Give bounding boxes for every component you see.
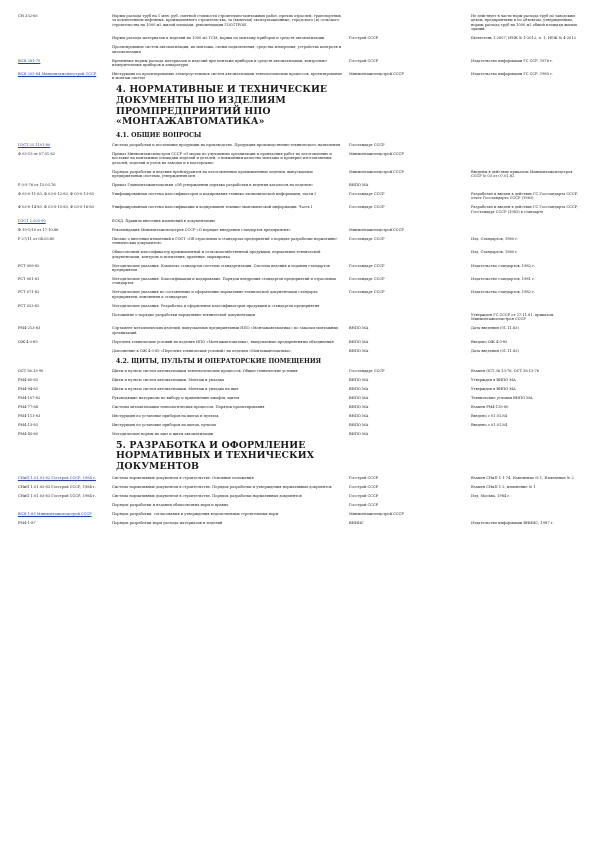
publication-source: Технические условия ВНПО МА	[471, 395, 533, 400]
document-code: РСТ 071-82	[18, 290, 40, 295]
issuing-organization: Госстандарт СССР	[349, 368, 385, 373]
publication-source: Разработан и введен в действие ГС Госстандарта СССР, Госстандарт СССР (1983) в стандарте	[471, 205, 579, 214]
document-code: Ф 03-13 от 07.01.82	[18, 151, 55, 156]
publication-source: Издательство информации ГС ССР, 1985 г.	[471, 72, 554, 77]
subsection-heading: 4.2. ЩИТЫ, ПУЛЬТЫ И ОПЕРАТОРСКИЕ ПОМЕЩЕНИЯ	[116, 357, 322, 365]
document-title: Письмо о внесении изменений в ГОСТ «Об отраслевых и стандартах предприятий о порядке разработки нормативно-технических документов»	[112, 236, 338, 246]
table-row	[18, 36, 581, 40]
table-row	[18, 170, 581, 179]
table-row	[18, 304, 581, 308]
publication-source: Дата введения (01.11.83)	[471, 326, 519, 331]
publication-source: Введены в действие приказом Минмонтажспецстроя СССР № 03 от 07.01.82	[471, 169, 573, 179]
issuing-organization: Госстрой СССР	[349, 494, 379, 499]
document-code: РСТ 001-81	[18, 277, 40, 282]
document-code	[18, 219, 112, 223]
issuing-organization: Госстандарт СССР	[349, 277, 385, 282]
document-code	[18, 59, 112, 63]
publication-source: Утвержден в ВНПО МА	[471, 377, 516, 382]
document-code-link[interactable]: ВСН 281-75	[18, 58, 41, 63]
issuing-organization: Госстандарт СССР	[349, 192, 385, 197]
issuing-organization: Минмонтажспецстрой СССР	[349, 72, 404, 77]
issuing-organization: ВНИИС	[349, 521, 364, 526]
section-heading: 4. НОРМАТИВНЫЕ И ТЕХНИЧЕСКИЕ ДОКУМЕНТЫ ПО ИЗДЕЛИЯМ ПРОМПРЕДПРИЯТИЙ НПО «МОНТАЖАВТОМАТИКА»	[116, 84, 328, 128]
table-row	[18, 521, 581, 525]
table-row	[18, 183, 581, 187]
document-title: Рекомендация Минмонтажспецстроя СССР «О порядке внедрения стандартов предприятия»	[112, 227, 291, 232]
document-title: Методические указания. Разработка и оформление классификаторов продукции и стандартов предприятия	[112, 303, 320, 308]
document-title: Система нормативных документов в строительстве. Порядок разработки и утверждения нормативных документов	[112, 485, 332, 490]
document-title: Методические указания. Комплекс стандартов системы стандартизации. Система ведения и издания стандартов предприятия	[112, 263, 330, 273]
issuing-organization: Госстрой СССР	[349, 503, 379, 508]
document-title: Временные нормы расхода материалов и изделий при монтаже приборов и средств автоматизации, контрольно-измерительных приборов и аппаратуры	[112, 58, 328, 68]
issuing-organization: Минмонтажспецстрой СССР	[349, 227, 404, 232]
publication-source: Издательство стандартов, 1981 г.	[471, 277, 536, 282]
table-section	[18, 143, 581, 353]
document-title: Проектирование систем автоматизации, их монтажа, схемы подключения, средства измерения, устройства контроля и автоматизации	[112, 45, 342, 54]
publication-source: Введено ОЖ 4.0-85	[471, 339, 508, 344]
publication-source: Введено с 01.01.84	[471, 413, 507, 418]
issuing-organization: ВНПО МА	[349, 404, 369, 409]
table-row	[18, 290, 581, 299]
issuing-organization: ВНПО МА	[349, 348, 369, 353]
section-heading: 5. РАЗРАБОТКА И ОФОРМЛЕНИЕ НОРМАТИВНЫХ И ТЕХНИЧЕСКИХ ДОКУМЕНТОВ	[116, 439, 315, 472]
table-row	[18, 396, 581, 400]
table-row	[18, 503, 581, 507]
table-row	[18, 485, 581, 489]
publication-source: Изд. Москва, 1984 г.	[471, 494, 511, 499]
document-title: Щиты и пульты систем автоматизации. Монтаж и укладка	[112, 377, 225, 382]
issuing-organization: ВНПО МА	[349, 386, 369, 391]
document-code-link[interactable]: ВСН 205-84 Минмонтажспецстрой СССР	[18, 72, 97, 77]
publication-source: Изд. Стандартов, 1980 г.	[471, 236, 519, 241]
issuing-organization: ВНПО МА	[349, 377, 369, 382]
document-code: Ф 19-1/10 от 17.10.86	[18, 227, 59, 232]
document-title: Унифицированная система классификаторов и кодирования технико-экономической информации, части I	[112, 192, 316, 197]
document-title: ЕСКД. Правила внесения изменений в документацию	[112, 218, 216, 223]
table-row	[18, 72, 581, 81]
document-title: Перечень технических условий на изделия НПО «Монтажавтоматика», выпускаемые предприятиями объединения	[112, 339, 334, 344]
document-code: РМ4-13-83	[18, 422, 38, 427]
document-code: Ф 03-0-14-83, Ф 03-0-15-83, Ф 03-0-16-83	[18, 205, 94, 210]
issuing-organization: Госстандарт СССР	[349, 236, 385, 241]
issuing-organization: Госстандарт СССР	[349, 263, 385, 268]
subsection-heading: 4.1. ОБЩИЕ ВОПРОСЫ	[116, 131, 202, 139]
table-row	[18, 264, 581, 273]
document-title: Щиты и пульты систем автоматизации. Монтаж и укладка на щит	[112, 386, 239, 391]
document-title: Руководящие материалы по выбору и применению шкафов, щитов	[112, 395, 240, 400]
table-section	[18, 14, 581, 54]
document-code: РМ4-111-83	[18, 413, 41, 418]
document-title: Щиты и пульты систем автоматизации технологических процессов. Общие технические условия	[112, 368, 298, 373]
document-title: Система нормативных документов в строительстве. Основные положения	[112, 476, 254, 481]
document-code: Ф 03-0-11-83, Ф 03-0-12-83, Ф 03-0-13-83	[18, 192, 94, 197]
document-code-link[interactable]: ГОСТ 25.1101-80	[18, 142, 51, 147]
publication-source: Утвержден ГС СССР от 27.11.81, приказом Минмонтажспецстроя СССР	[471, 312, 554, 322]
issuing-organization: Госстандарт СССР	[349, 205, 385, 210]
document-code: РМ4-94-83	[18, 386, 38, 391]
document-title: Порядок разработки, согласования и утверждения ведомственных строительных норм	[112, 512, 279, 517]
document-code: ОСТ 36.13-90	[18, 368, 44, 373]
document-title: Нормы расхода труб на 1 млн. руб. сметной стоимости строительно-монтажных работ, прочих отраслей, транспортных, за исключением нефтяных, промышленного строительства, за (включая) эксплуатационные, городского (и) сельского строительства на 1000 м2 жилой площади, рекомендации ГОССТРОЯ	[112, 14, 342, 27]
publication-source: Издательство информации ГС ССР, 1976 г.	[471, 58, 554, 63]
publication-source: Взамен СНиП 1-1-74, Изменение № 1, Изменение № 2	[471, 476, 574, 481]
document-title: Порядок разработки и издания общесоюзных норм и правил	[112, 503, 229, 508]
publication-source: Разработан и введен в действие ГС Госстандарта СССР, отчет Госстандарта СССР (1983)	[471, 192, 579, 201]
document-code: Р 27/11 от 04.03.80	[18, 236, 55, 241]
document-title: Методические указания. Классификация и кодирование. Порядок внедрения стандартов предприятий и отраслевых стандартов	[112, 277, 336, 286]
issuing-organization: ВНПО МА	[349, 183, 369, 188]
document-title: Порядок разработки и ведения прейскурантов на изготовленные промышленные изделия, выпускаемые предприятиями системы, утверждения цен	[112, 169, 313, 179]
issuing-organization: ВНПО МА	[349, 413, 369, 418]
document-title: Система нормативных документов в строительстве. Порядок разработки нормативных документов	[112, 494, 302, 499]
publication-source: Издательство стандартов, 1982 г.	[471, 263, 536, 268]
table-row	[18, 378, 581, 382]
issuing-organization: Госстрой СССР	[349, 485, 379, 490]
table-row	[18, 192, 581, 201]
publication-source: Издательство информации ВНИИС, 1987 г.	[471, 521, 554, 526]
publication-source: Взамен ОСТ 36.13-76, ОСТ 36.13-76	[471, 368, 540, 373]
document-code: РСТ 023-82	[18, 303, 40, 308]
issuing-organization: Госстандарт СССР	[349, 290, 385, 295]
publication-source: Дата введения (01.11.83)	[471, 348, 519, 353]
issuing-organization: ВНПО МА	[349, 431, 369, 436]
publication-source: Издательство стандартов, 1982 г.	[471, 290, 536, 295]
table-row	[18, 277, 581, 286]
issuing-organization: ВНПО МА	[349, 422, 369, 427]
table-row	[18, 340, 581, 344]
document-code	[18, 72, 112, 76]
table-row	[18, 494, 581, 498]
table-section	[18, 476, 581, 525]
document-title: Методические указания по составлению и оформлению нормативно-технической документации стандарта предприятия, изменения к стандартам	[112, 290, 318, 299]
document-code: РМ4-60-83	[18, 377, 38, 382]
document-title: Методические нормы на щит и щиты автоматизации	[112, 431, 214, 436]
document-code: РМ4-45-80	[18, 431, 38, 436]
issuing-organization: ВНПО МА	[349, 395, 369, 400]
document-code: Р 0-5-76 от 15.03.76	[18, 183, 56, 188]
publication-source: Взамен СНиП 1-2, изменение № 1	[471, 485, 536, 490]
document-code-link[interactable]: СНиП 1.01.01-82 Госстрой СССР, 1984 г.	[18, 476, 97, 481]
document-code	[18, 512, 112, 516]
document-title: Сортамент металлических изделий, выпускаемых предприятиями НПО «Монтажавтоматика» по заказам монтажных организаций	[112, 326, 339, 335]
table-row	[18, 387, 581, 391]
table-row	[18, 250, 581, 259]
document-title: Дополнение к ОЖ 4.0-85 «Перечень технических условий» на изделия «Монтажавтоматика»	[112, 348, 292, 353]
document-code: СН 332-65	[18, 14, 38, 18]
publication-source: Изд. Стандартов, 1980 г.	[471, 250, 519, 255]
table-section	[18, 369, 581, 436]
table-row	[18, 313, 581, 322]
publication-source: Взамен РМ4-135-80	[471, 404, 509, 409]
table-row	[18, 228, 581, 232]
document-code	[18, 143, 112, 147]
issuing-organization: Госстандарт СССР	[349, 142, 385, 147]
document-title: Порядок разработки норм расхода материалов и изделий	[112, 521, 223, 526]
publication-source: Утвержден в ВНПО МА	[471, 386, 516, 391]
table-row	[18, 152, 581, 165]
document-title: Инструкция по установке приборов на щитах, пультах	[112, 422, 217, 427]
document-title: Системы автоматизации технологических процессов. Порядок проектирования	[112, 404, 265, 409]
document-code: ОЖ 4.0-85	[18, 339, 38, 344]
document-code: РМ4-77-84	[18, 404, 38, 409]
table-row	[18, 349, 581, 353]
table-row	[18, 143, 581, 147]
publication-source: Введено с 01.01.84	[471, 422, 507, 427]
table-row	[18, 369, 581, 373]
document-title: Общесоюзный классификатор промышленной и сельскохозяйственной продукции, нормативно-технической документации, контроль и испытания, хранение, маркировка	[112, 250, 321, 259]
document-title: Положение о порядке разработки нормативно-технической документации	[112, 312, 256, 317]
document-code: РСТ 009-82	[18, 263, 40, 268]
table-row	[18, 326, 581, 335]
table-row	[18, 414, 581, 418]
document-title: Унифицированная система классификации и кодирования технико-экономической информации. Часть I	[112, 205, 313, 210]
table-row	[18, 237, 581, 246]
publication-source: Не действует в части норм расхода труб по заводским цехам, предприятиям и по объектам, утвержденным, нормы расхода труб на 1000 м2 общей площади жилых зданий	[471, 14, 577, 32]
issuing-organization: Минмонтажспецстрой СССР	[349, 151, 404, 156]
table-row	[18, 476, 581, 480]
document-title: Приказ Минмонтажспецстроя СССР «О мерах по улучшению организации и проведения работ по изготовлению и поставке на монтажные площадки изделий и деталей, о повышении качества монтажа и проверке изготовляемых деталей, изделий и узлов на заводах и в мастерских»	[112, 151, 332, 165]
document-title: Инструкция по установке приборов на щитах и пультах	[112, 413, 219, 418]
table-row	[18, 205, 581, 214]
issuing-organization: ВНПО МА	[349, 339, 369, 344]
document-code: РМ4-213-83	[18, 326, 41, 331]
table-row	[18, 14, 581, 32]
table-row	[18, 512, 581, 516]
table-row	[18, 45, 581, 54]
document-code-link[interactable]: ВСН 1-85 Минмонтажспецстрой СССР	[18, 512, 92, 517]
publication-source: Бюллетень 1-2007; ИУЖ № 1-2012, ч. 1; ИУЖ № 4-2012	[471, 36, 576, 41]
document-code-link[interactable]: ГОСТ 2.503-90	[18, 218, 46, 223]
table-row	[18, 405, 581, 409]
issuing-organization: ВНПО МА	[349, 326, 369, 331]
issuing-organization: Минмонтажспецстрой СССР	[349, 512, 404, 517]
table-section	[18, 59, 581, 81]
issuing-organization: Минмонтажспецстрой СССР	[349, 169, 404, 174]
document-title: Инструкция по проектированию электроустановок систем автоматизации технологических процессов, проектирование и монтаж систем	[112, 72, 342, 81]
issuing-organization: Госстрой СССР	[349, 36, 379, 41]
document-code: СНиП 1.01.02-83 Госстрой СССР, 1984 г.	[18, 485, 97, 490]
issuing-organization: Госстрой СССР	[349, 58, 379, 63]
issuing-organization: Госстрой СССР	[349, 476, 379, 481]
document-title: Нормы расхода материалов и изделий на 1000 м2 ГСМ, нормы по монтажу приборов и средств автоматизации	[112, 36, 325, 41]
document-title: Система разработки и постановки продукции на производство. Продукция производственно-технического назначения	[112, 142, 341, 147]
document-title: Приказ Главмонтажавтоматики «Об утверждении порядка разработки и ведения каталогов на изделия»	[112, 183, 314, 188]
table-row	[18, 432, 581, 436]
document-code	[18, 476, 112, 480]
table-row	[18, 59, 581, 68]
table-row	[18, 423, 581, 427]
document-code: СНиП 1.01.03-83 Госстрой СССР, 1984 г.	[18, 494, 97, 499]
document-code: РМ4-107-82	[18, 395, 41, 400]
document-code: РМ4-1-87	[18, 521, 36, 526]
table-row	[18, 219, 581, 223]
